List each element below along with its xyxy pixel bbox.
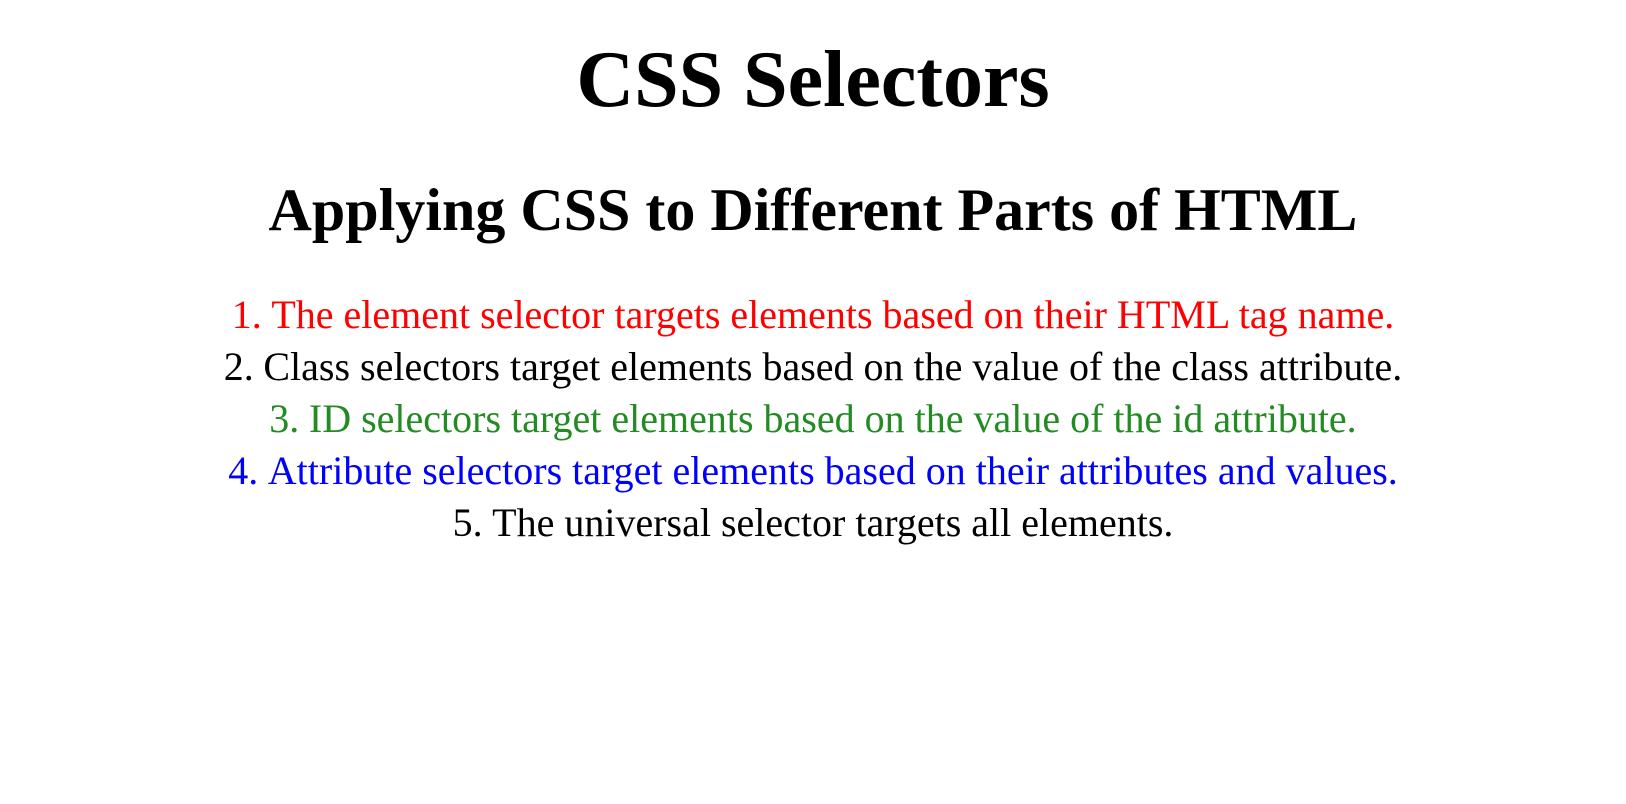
list-item-attribute-selector <box>0 445 1626 497</box>
list-item-element-selector <box>0 289 1626 341</box>
list-item-text: Class selectors target elements based on the value of the class attribute. <box>263 344 1403 389</box>
subtitle: Applying CSS to Different Parts of HTML <box>268 177 1358 243</box>
list-item-number: 3. <box>269 396 300 441</box>
list-item-text: ID selectors target elements based on the value of the id attribute. <box>308 396 1357 441</box>
list-item-text: The universal selector targets all elements. <box>492 500 1174 545</box>
list-item-number: 1. <box>231 292 262 337</box>
list-item-number: 2. <box>223 344 254 389</box>
list-item-number: 4. <box>228 448 259 493</box>
list-item-number: 5. <box>452 500 483 545</box>
selector-list <box>0 289 1626 549</box>
list-item-text: Attribute selectors target elements based on their attributes and values. <box>267 448 1398 493</box>
list-item-class-selector <box>0 341 1626 393</box>
list-item-id-selector <box>0 393 1626 445</box>
page-title: CSS Selectors <box>576 36 1050 124</box>
list-item-text: The element selector targets elements based on their HTML tag name. <box>271 292 1395 337</box>
list-item-universal-selector <box>0 497 1626 549</box>
